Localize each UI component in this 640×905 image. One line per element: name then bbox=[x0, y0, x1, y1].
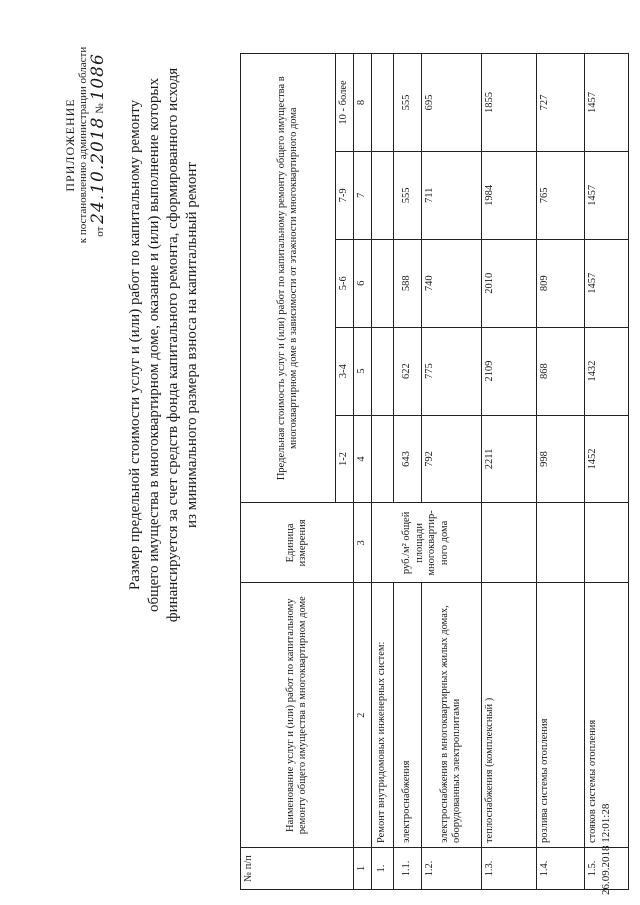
header-cost-group: Предельная стоимость услуг и (или) работ по капитальному ремонту общего имущества в многоквартирном доме в зависимости от этажности многоквартирного дома bbox=[241, 54, 336, 503]
print-timestamp: 26.09.2018 12:01:28 bbox=[600, 803, 612, 895]
row-value: 2010 bbox=[481, 239, 536, 327]
row-value: 1855 bbox=[481, 54, 536, 152]
header-floor: 7-9 bbox=[336, 151, 354, 239]
row-value: 2211 bbox=[481, 415, 536, 503]
header-name: Наименование услуг и (или) работ по капитальному ремонту общего имущества в многоквартирном доме bbox=[241, 583, 354, 848]
row-name: электроснабжения в многоквартирных жилых домах, оборудованных электроплитами bbox=[421, 583, 481, 848]
header-floor: 10 - более bbox=[336, 54, 354, 152]
row-value: 868 bbox=[536, 327, 584, 415]
col-number: 4 bbox=[354, 415, 372, 503]
row-num: 1.3. bbox=[481, 848, 536, 890]
row-value: 1457 bbox=[584, 239, 628, 327]
row-value: 792 bbox=[421, 415, 481, 503]
row-value: 1457 bbox=[584, 151, 628, 239]
empty-cell bbox=[371, 151, 393, 239]
table-row bbox=[481, 54, 536, 890]
appendix-header bbox=[64, 25, 107, 265]
col-number: 6 bbox=[354, 239, 372, 327]
row-value: 1432 bbox=[584, 327, 628, 415]
row-value: 727 bbox=[536, 54, 584, 152]
empty-cell bbox=[371, 415, 393, 503]
row-num: 1.1. bbox=[393, 848, 421, 890]
appendix-title: ПРИЛОЖЕНИЕ bbox=[63, 98, 77, 192]
empty-cell bbox=[371, 239, 393, 327]
row-name: розлива системы отопления bbox=[536, 583, 584, 848]
cost-table bbox=[240, 53, 629, 890]
title-line-2: общего имущества в многоквартирном доме, оказание и (или) выполнение которых bbox=[146, 78, 162, 613]
row-value: 765 bbox=[536, 151, 584, 239]
title-line-4: из минимального размера взноса на капитальный ремонт bbox=[184, 162, 200, 528]
row-name: теплоснабжения (комплексный ) bbox=[481, 583, 536, 848]
section-name: Ремонт внутридомовых инженерных систем: bbox=[371, 583, 393, 848]
row-value: 998 bbox=[536, 415, 584, 503]
header-floor: 1-2 bbox=[336, 415, 354, 503]
empty-cell bbox=[481, 503, 536, 583]
col-number: 5 bbox=[354, 327, 372, 415]
row-value: 740 bbox=[421, 239, 481, 327]
header-row-1 bbox=[241, 54, 336, 890]
col-number: 3 bbox=[354, 503, 372, 583]
title-line-1: Размер предельной стоимости услуг и (или) работ по капитальному ремонту bbox=[127, 99, 143, 591]
document-title bbox=[126, 45, 202, 645]
row-value: 643 bbox=[393, 415, 421, 503]
empty-cell bbox=[371, 54, 393, 152]
row-value: 555 bbox=[393, 54, 421, 152]
row-num: 1.5. bbox=[584, 848, 628, 890]
column-number-row bbox=[354, 54, 372, 890]
header-floor: 5-6 bbox=[336, 239, 354, 327]
empty-cell bbox=[371, 327, 393, 415]
unit-cell: руб./м² общей площади многоквартир-ного дома bbox=[371, 503, 481, 583]
row-value: 711 bbox=[421, 151, 481, 239]
row-value: 1984 bbox=[481, 151, 536, 239]
row-value: 809 bbox=[536, 239, 584, 327]
row-value: 775 bbox=[421, 327, 481, 415]
table-row bbox=[393, 54, 421, 890]
date-prefix: от bbox=[94, 226, 106, 237]
row-name: стояков системы отопления bbox=[584, 583, 628, 848]
row-value: 2109 bbox=[481, 327, 536, 415]
row-value: 555 bbox=[393, 151, 421, 239]
handwritten-date: 24.10.2018 bbox=[88, 116, 108, 224]
col-number: 8 bbox=[354, 54, 372, 152]
col-number: 2 bbox=[354, 583, 372, 848]
row-value: 695 bbox=[421, 54, 481, 152]
row-value: 588 bbox=[393, 239, 421, 327]
section-row bbox=[371, 54, 393, 890]
col-number: 1 bbox=[354, 848, 372, 890]
appendix-date-line bbox=[88, 25, 108, 265]
col-number: 7 bbox=[354, 151, 372, 239]
row-value: 1452 bbox=[584, 415, 628, 503]
row-value: 1457 bbox=[584, 54, 628, 152]
empty-cell bbox=[536, 503, 584, 583]
row-value: 622 bbox=[393, 327, 421, 415]
row-num: 1.2. bbox=[421, 848, 481, 890]
table-row bbox=[421, 54, 481, 890]
header-floor: 3-4 bbox=[336, 327, 354, 415]
handwritten-number: 1086 bbox=[88, 53, 108, 101]
header-num: № п/п bbox=[241, 848, 354, 890]
table-row bbox=[536, 54, 584, 890]
table-row bbox=[584, 54, 628, 890]
empty-cell bbox=[584, 503, 628, 583]
number-sign: № bbox=[94, 103, 106, 114]
section-num: 1. bbox=[371, 848, 393, 890]
row-num: 1.4. bbox=[536, 848, 584, 890]
header-unit: Единица измерения bbox=[241, 503, 354, 583]
appendix-subtitle: к постановлению администрации области bbox=[77, 46, 89, 244]
title-line-3: финансируется за счет средств фонда капитального ремонта, сформированного исходя bbox=[165, 67, 181, 623]
row-name: электроснабжения bbox=[393, 583, 421, 848]
